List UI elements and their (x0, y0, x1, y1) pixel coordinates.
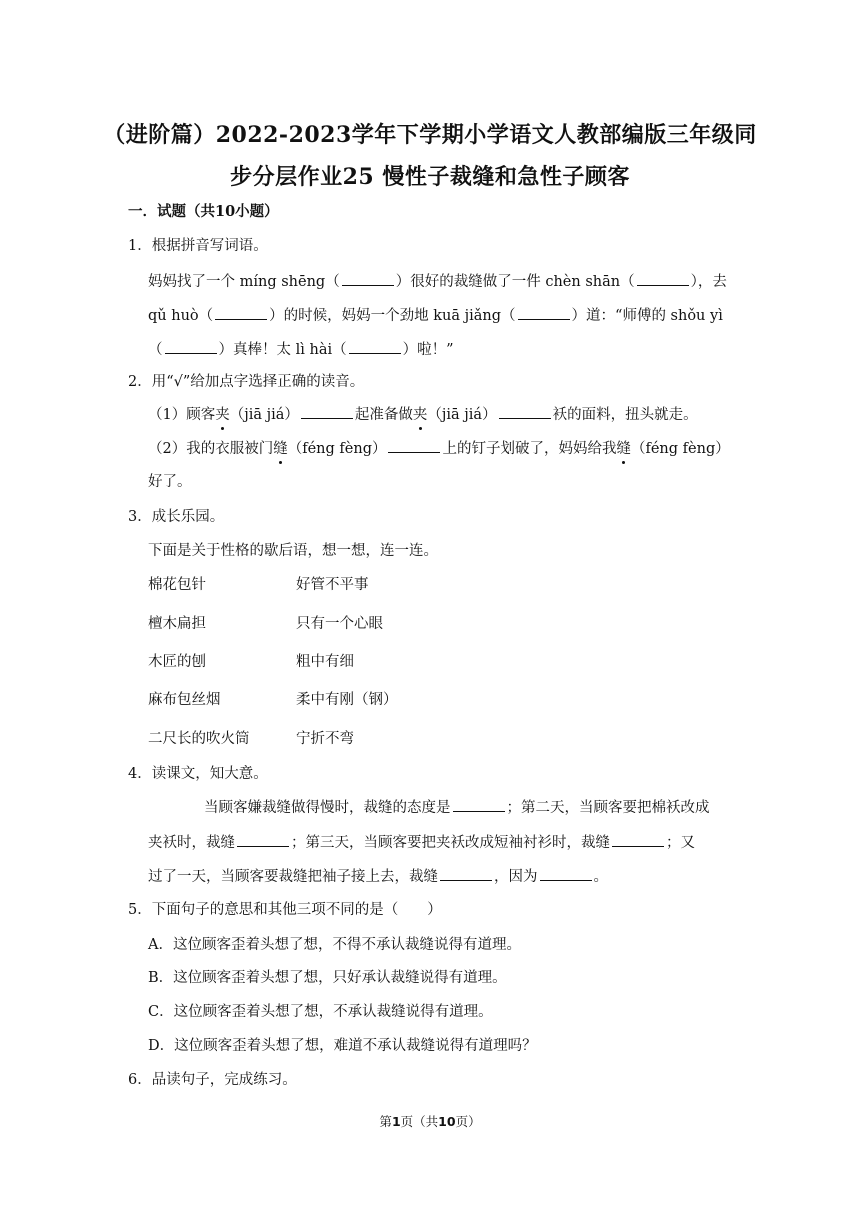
q5-stem: 5．下面句子的意思和其他三项不同的是（ ） (128, 902, 442, 918)
q3-right-item[interactable]: 好管不平事 (296, 577, 369, 593)
q3-left-item[interactable]: 棉花包针 (148, 577, 206, 593)
page-footer: 第1页（共10页） (379, 1114, 481, 1129)
answer-blank[interactable] (388, 438, 440, 453)
answer-blank[interactable] (499, 404, 551, 419)
q1-line-2: qǔ huò（ ）的时候，妈妈一个劲地 kuā jiǎng（ ）道：“师傅的 shǒu yì (148, 305, 723, 326)
q1-stem: 1．根据拼音写词语。 (128, 238, 268, 254)
answer-blank[interactable] (453, 797, 505, 812)
q3-stem: 3．成长乐园。 (128, 509, 225, 525)
answer-blank[interactable] (237, 832, 289, 847)
answer-blank[interactable] (349, 339, 401, 354)
title-line-1: （进阶篇）2022-2023学年下学期小学语文人教部编版三年级同 (103, 122, 757, 148)
q2-sub-2-cont: 好了。 (148, 474, 192, 490)
q3-intro: 下面是关于性格的歇后语，想一想，连一连。 (148, 543, 438, 559)
q3-right-item[interactable]: 宁折不弯 (296, 731, 354, 747)
title-line-2: 步分层作业25 慢性子裁缝和急性子顾客 (230, 164, 630, 190)
answer-blank[interactable] (215, 305, 267, 320)
answer-blank[interactable] (637, 271, 689, 286)
q2-sub-2: （2）我的衣服被门缝（féng fèng） 上的钉子划破了，妈妈给我缝（féng fèng） (148, 438, 730, 459)
q3-right-item[interactable]: 柔中有刚（钢） (296, 692, 398, 708)
q5-option-b[interactable]: B．这位顾客歪着头想了想，只好承认裁缝说得有道理。 (148, 970, 507, 986)
q5-option-c[interactable]: C．这位顾客歪着头想了想，不承认裁缝说得有道理。 (148, 1004, 493, 1020)
answer-blank[interactable] (440, 866, 492, 881)
q3-right-item[interactable]: 粗中有细 (296, 654, 354, 670)
page-total: 10 (438, 1114, 456, 1129)
answer-blank[interactable] (301, 404, 353, 419)
q3-left-item[interactable]: 麻布包丝烟 (148, 692, 221, 708)
q6-stem: 6．品读句子，完成练习。 (128, 1072, 297, 1088)
answer-blank[interactable] (165, 339, 217, 354)
q5-option-d[interactable]: D．这位顾客歪着头想了想，难道不承认裁缝说得有道理吗？ (148, 1038, 537, 1054)
q2-stem: 2．用“√”给加点字选择正确的读音。 (128, 374, 365, 390)
q4-line-1: 当顾客嫌裁缝做得慢时，裁缝的态度是 ；第二天，当顾客要把棉袄改成 (204, 797, 730, 818)
answer-blank[interactable] (518, 305, 570, 320)
answer-blank[interactable] (342, 271, 394, 286)
q4-stem: 4．读课文，知大意。 (128, 766, 268, 782)
section-heading: 一．试题（共10小题） (128, 203, 279, 220)
q5-option-a[interactable]: A．这位顾客歪着头想了想，不得不承认裁缝说得有道理。 (148, 937, 521, 953)
q3-left-item[interactable]: 木匠的刨 (148, 654, 206, 670)
answer-blank[interactable] (612, 832, 664, 847)
q1-line-3: （ ）真棒！太 lì hài（ ）啦！” (148, 339, 454, 360)
page-number: 1 (391, 1114, 401, 1129)
q2-sub-1: （1）顾客夹（jiā jiá） 起准备做夹（jiā jiá） 袄的面料，扭头就走。 (148, 404, 698, 425)
q3-left-item[interactable]: 檀木扁担 (148, 616, 206, 632)
q4-line-3: 过了一天，当顾客要裁缝把袖子接上去，裁缝 ，因为 。 (148, 866, 608, 887)
answer-blank[interactable] (540, 866, 592, 881)
q3-right-item[interactable]: 只有一个心眼 (296, 616, 383, 632)
q1-line-1: 妈妈找了一个 míng shēng（ ）很好的裁缝做了一件 chèn shān（ ），去 (148, 271, 730, 292)
q4-line-2: 夹袄时，裁缝 ；第三天，当顾客要把夹袄改成短袖衬衫时，裁缝 ；又 (148, 832, 730, 853)
q3-left-item[interactable]: 二尺长的吹火筒 (148, 731, 250, 747)
